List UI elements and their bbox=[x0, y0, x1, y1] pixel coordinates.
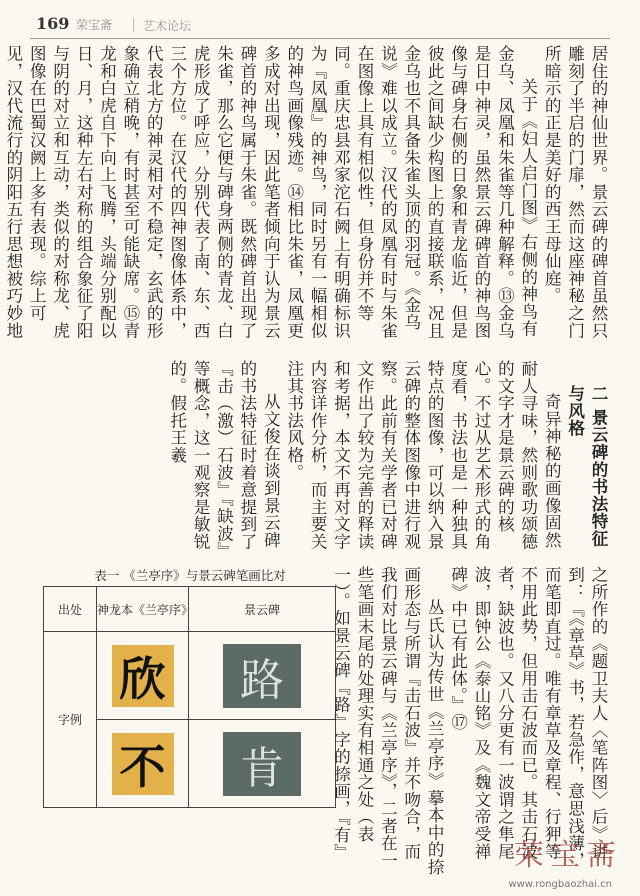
rubbing-glyph-image: 路 bbox=[223, 644, 301, 708]
header-divider bbox=[133, 18, 134, 32]
publisher-url: www.rongbaozhai.cn bbox=[508, 879, 612, 890]
page-number: 169 bbox=[36, 14, 70, 33]
table-header-cell: 神龙本《兰亭序》 bbox=[97, 587, 189, 632]
glyph-cell bbox=[97, 720, 189, 808]
table-header-cell: 出处 bbox=[44, 587, 97, 632]
glyph-cell bbox=[97, 632, 189, 720]
glyph-cell bbox=[189, 720, 336, 808]
paragraph: 居住的神仙世界。景云碑的碑首虽然只雕刻了半启的门扉，然而这座神秘之门所暗示的正是美好的西王母仙庭。 bbox=[542, 45, 608, 340]
journal-name: 荣宝斋 bbox=[76, 18, 113, 32]
table-header-row bbox=[44, 587, 336, 632]
calligraphy-glyph-image: 不 bbox=[112, 733, 174, 795]
top-text-block bbox=[3, 45, 610, 345]
middle-text-block bbox=[35, 360, 610, 555]
paragraph: 丛氏认为传世《兰亭序》摹本中的捺画形态与所谓『击石波』并不吻合，而我们对比景云碑与《兰亭序》，二者在一些笔画末尾的处理实有相通之处（表一）。如景云碑『路』字的捺画，『有』 bbox=[331, 566, 445, 876]
paragraph: 从文俊在谈到景云碑的书法特征时着意提到了『击（激）石波』『缺波』等概念，这一观察是敏锐的。假托王羲 bbox=[167, 360, 281, 552]
paragraph: 之所作的《题卫夫人〈笔阵图〉后》讲到：『《章草》书，若急作，意思浅薄，而笔即直过。唯有章草及章程、行狎等不用此势，但用击石波而已。其击石波者，缺波也。又八分更有一波谓之隼尾波，即钟公《泰山铭》及《魏文帝受禅碑》中已有此体。』⑰ bbox=[448, 566, 608, 870]
rubbing-glyph-image: 肯 bbox=[223, 732, 301, 796]
paragraph: 奇异神秘的画像固然耐人寻味，然则歌功颂德的文字才是景云碑的核心。不过从艺术形式的角度看，书法也是一种独具特点的图像，可以纳入景云碑的整体图像中进行观察。此前有关学者已对碑文作出了较为完善的释读和考据，本文不再对文字内容详作分析，而主要关注其书法风格。 bbox=[284, 360, 562, 551]
section-name: 艺术论坛 bbox=[143, 19, 192, 33]
table-row bbox=[44, 632, 336, 720]
section-heading: 二 景云碑的书法特征与风格 bbox=[565, 384, 608, 547]
publisher-logo: 荣宝斋 bbox=[514, 838, 622, 873]
paragraph: 关于《妇人启门图》右侧的神鸟有金乌、凤凰和朱雀等几种解释。⑬金乌是日中神灵，虽然景云碑碑首的神鸟图像与碑身右侧的日象和青龙临近，但是彼此之间缺少构图上的直接联系，况且金乌也不具备朱雀头顶的羽冠。《金乌说》难以成立。汉代的凤凰有时与朱雀在图像上具有相似性，但身份并不等同。重庆忠县邓家沱石阙上有明确标识为『凤凰』的神鸟，同时另有一幅相似的神鸟画像残迹。⑭相比朱雀，凤凰更多成对出现，因此笔者倾向于认为景云碑首的神鸟属于朱雀。既然碑首出现了朱雀，那么它便与碑身两侧的青龙、白虎形成了呼应，分别代表了南、东、西三个方位。在汉代的四神图像体系中，代表北方的神灵相对不稳定，玄武的形象确立稍晚，有时甚至可能缺席。⑮青龙和白虎自下向上飞腾，头端分别配以日、月，这种左右对称的组合象征了阳与阴的对立和互动，类似的对称龙、虎图像在巴蜀汉阙上多有表现。综上可见，汉代流行的阴阳五行思想被巧妙地 bbox=[3, 45, 538, 340]
calligraphy-glyph-image: 欣 bbox=[112, 645, 174, 707]
table-header-cell: 景云碑 bbox=[189, 587, 336, 632]
page-header bbox=[30, 12, 610, 39]
glyph-cell bbox=[189, 632, 336, 720]
row-label-cell: 字例 bbox=[44, 632, 97, 808]
comparison-table bbox=[43, 586, 336, 808]
table-caption: 表一 《兰亭序》与景云碑笔画比对 bbox=[94, 568, 286, 583]
